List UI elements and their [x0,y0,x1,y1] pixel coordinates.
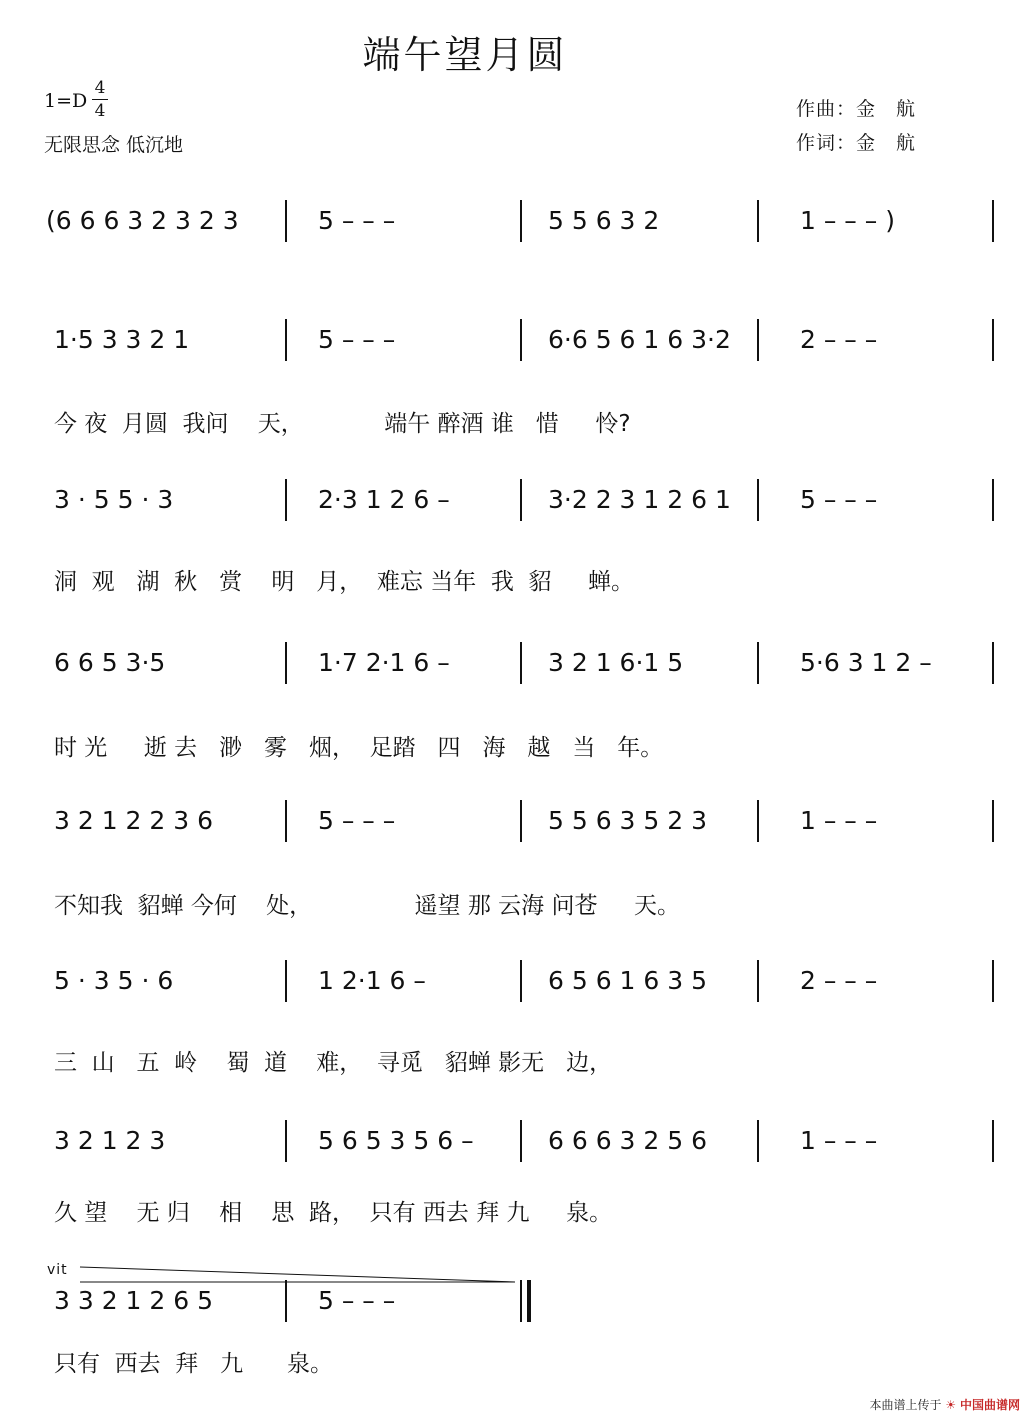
lyricist-credit: 作词：金 航 [796,132,917,154]
ritardando-wedge [80,1267,515,1282]
lyric-line: 只有 西去 拜 九 泉。 [54,1351,334,1377]
measure-notes: 2 – – – [800,966,878,995]
site-logo-icon: ☀ [945,1398,957,1412]
key-signature: 1=D [44,90,88,112]
expression-mark: 无限思念 低沉地 [44,134,184,156]
page-title: 端午望月圆 [362,33,568,77]
lyric-line: 洞 观 湖 秋 赏 明 月， 难忘 当年 我 貂 蝉。 [54,569,635,595]
measure-notes: (6 6 6 3 2 3 2 3 [46,206,239,235]
lyric-line: 时 光 逝 去 渺 雾 烟， 足踏 四 海 越 当 年。 [54,735,664,761]
measure-notes: 1 – – – ) [800,206,895,235]
footer-prefix: 本曲谱上传于 [869,1398,942,1412]
composer-credit: 作曲：金 航 [796,98,917,120]
footer [870,1396,1020,1413]
measure-notes: 5 6 5 3 5 6 – [318,1126,474,1155]
measure-notes: 3·2 2 3 1 2 6 1 [548,485,731,514]
lyric-line: 三 山 五 岭 蜀 道 难， 寻觅 貂蝉 影无 边， [54,1050,613,1076]
time-signature-bottom: 4 [94,101,106,121]
measure-notes: 3 2 1 2 2 3 6 [54,806,214,835]
measure-notes: 5 – – – [318,206,396,235]
measure-notes: 6·6 5 6 1 6 3·2 [548,325,731,354]
footer-brand[interactable]: 中国曲谱网 [959,1398,1020,1412]
measure-notes: 3 2 1 6·1 5 [548,648,684,677]
measure-notes: 5 – – – [318,325,396,354]
lyric-line: 久 望 无 归 相 思 路， 只有 西去 拜 九 泉。 [54,1200,613,1226]
time-signature-top: 4 [94,78,106,98]
measure-notes: 6 6 5 3·5 [54,648,166,677]
measure-notes: 5 · 3 5 · 6 [54,966,174,995]
measure-notes: 5·6 3 1 2 – [800,648,932,677]
tempo-mark: vit [47,1262,68,1278]
measure-notes: 1 – – – [800,806,878,835]
measure-notes: 1·7 2·1 6 – [318,648,450,677]
measure-notes: 5 – – – [800,485,878,514]
measure-notes: 6 6 6 3 2 5 6 [548,1126,708,1155]
lyric-line: 不知我 貂蝉 今何 处， 遥望 那 云海 问苍 天。 [54,893,681,919]
lyric-line: 今 夜 月圆 我问 天， 端午 醉酒 谁 惜 怜? [54,411,631,437]
measure-notes: 1·5 3 3 2 1 [54,325,190,354]
measure-notes: 2 – – – [800,325,878,354]
measure-notes: 1 2·1 6 – [318,966,426,995]
measure-notes: 1 – – – [800,1126,878,1155]
measure-notes: 3 3 2 1 2 6 5 [54,1286,214,1315]
measure-notes: 2·3 1 2 6 – [318,485,450,514]
measure-notes: 5 5 6 3 2 [548,206,660,235]
measure-notes: 3 2 1 2 3 [54,1126,166,1155]
measure-notes: 6 5 6 1 6 3 5 [548,966,708,995]
measure-notes: 5 5 6 3 5 2 3 [548,806,708,835]
measure-notes: 5 – – – [318,1286,396,1315]
measure-notes: 3 · 5 5 · 3 [54,485,174,514]
measure-notes: 5 – – – [318,806,396,835]
